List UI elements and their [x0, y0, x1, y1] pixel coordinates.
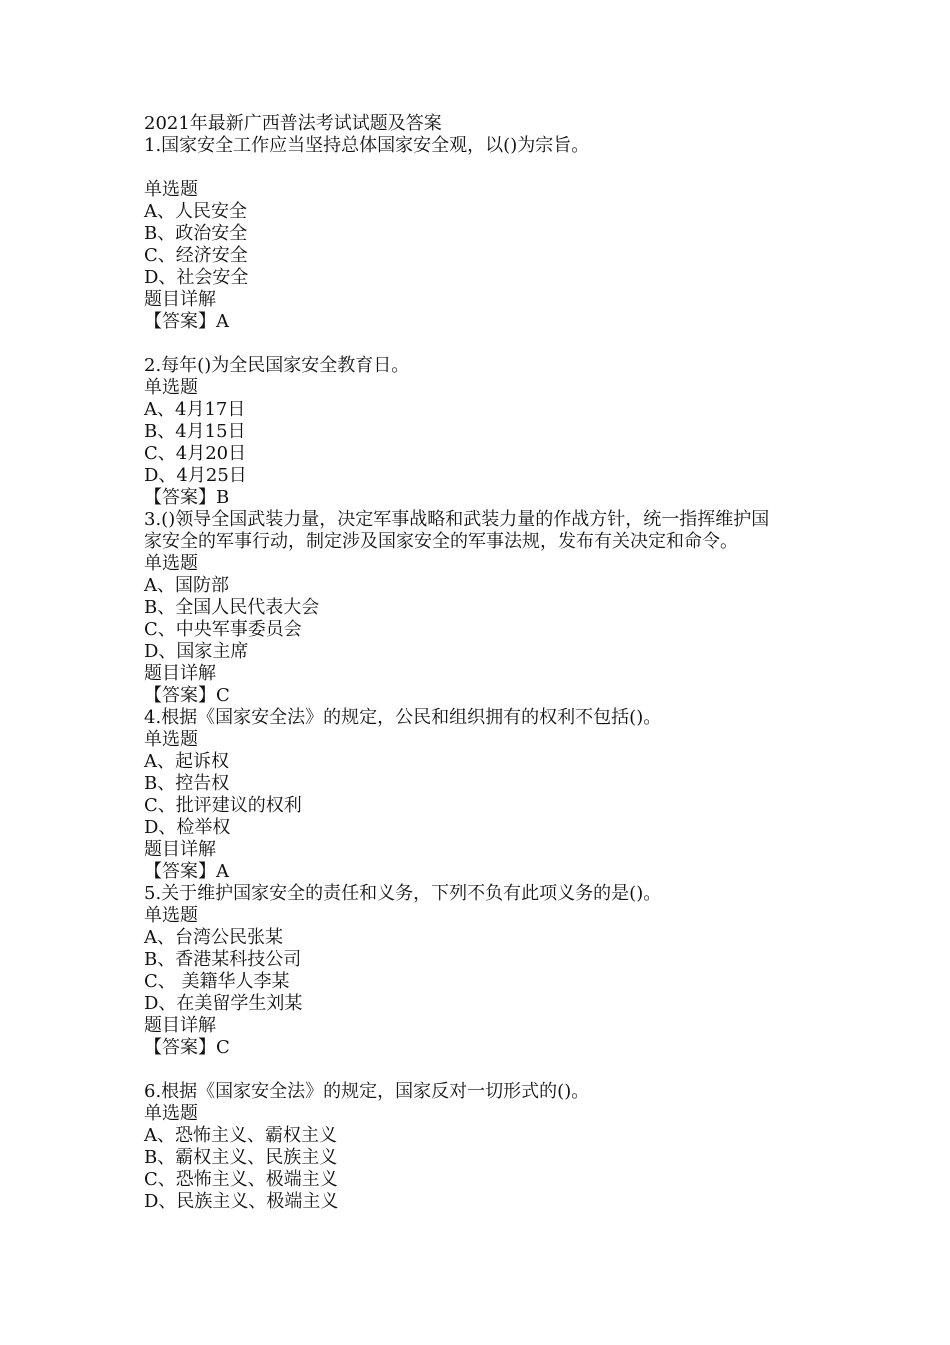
question-type: 单选题 — [144, 729, 198, 750]
question-type: 单选题 — [144, 179, 198, 200]
document-page — [144, 113, 824, 1213]
option-c: C、中央军事委员会 — [144, 619, 302, 640]
option-b: B、霸权主义、民族主义 — [144, 1147, 338, 1168]
spacer — [144, 157, 824, 179]
option-a: A、国防部 — [144, 575, 229, 596]
option-d: D、检举权 — [144, 817, 231, 838]
option-d: D、社会安全 — [144, 267, 249, 288]
option-b: B、控告权 — [144, 773, 230, 794]
question-type: 单选题 — [144, 377, 198, 398]
option-c: C、4月20日 — [144, 443, 247, 464]
question-1 — [144, 135, 824, 355]
option-d: D、民族主义、极端主义 — [144, 1191, 339, 1212]
question-4 — [144, 707, 824, 883]
option-a: A、台湾公民张某 — [144, 927, 283, 948]
spacer — [144, 333, 824, 355]
question-text: 5.关于维护国家安全的责任和义务，下列不负有此项义务的是()。 — [144, 883, 662, 904]
answer: 【答案】C — [144, 685, 230, 706]
question-detail: 题目详解 — [144, 289, 216, 310]
question-text: 2.每年()为全民国家安全教育日。 — [144, 355, 410, 376]
option-d: D、国家主席 — [144, 641, 249, 662]
question-2 — [144, 355, 824, 509]
option-c: C、批评建议的权利 — [144, 795, 302, 816]
question-text: 1.国家安全工作应当坚持总体国家安全观，以()为宗旨。 — [144, 135, 590, 156]
question-3 — [144, 509, 824, 707]
answer: 【答案】A — [144, 861, 229, 882]
question-type: 单选题 — [144, 553, 198, 574]
option-b: B、全国人民代表大会 — [144, 597, 320, 618]
answer: 【答案】A — [144, 311, 229, 332]
option-b: B、香港某科技公司 — [144, 949, 302, 970]
question-text-line-1: 3.()领导全国武装力量，决定军事战略和武装力量的作战方针，统一指挥维护国 — [144, 509, 770, 530]
option-a: A、4月17日 — [144, 399, 246, 420]
question-type: 单选题 — [144, 905, 198, 926]
question-6 — [144, 1081, 824, 1213]
option-a: A、起诉权 — [144, 751, 229, 772]
option-c: C、经济安全 — [144, 245, 248, 266]
question-text-line-2: 家安全的军事行动，制定涉及国家安全的军事法规，发布有关决定和命令。 — [144, 531, 738, 552]
option-d: D、4月25日 — [144, 465, 247, 486]
question-text: 6.根据《国家安全法》的规定，国家反对一切形式的()。 — [144, 1081, 590, 1102]
answer: 【答案】C — [144, 1037, 230, 1058]
question-detail: 题目详解 — [144, 1015, 216, 1036]
option-b: B、政治安全 — [144, 223, 248, 244]
option-a: A、恐怖主义、霸权主义 — [144, 1125, 337, 1146]
answer: 【答案】B — [144, 487, 230, 508]
question-5 — [144, 883, 824, 1081]
question-type: 单选题 — [144, 1103, 198, 1124]
question-text: 4.根据《国家安全法》的规定，公民和组织拥有的权利不包括()。 — [144, 707, 662, 728]
document-title: 2021年最新广西普法考试试题及答案 — [144, 113, 442, 134]
spacer — [144, 1059, 824, 1081]
option-a: A、人民安全 — [144, 201, 247, 222]
option-c: C、 美籍华人李某 — [144, 971, 290, 992]
option-c: C、恐怖主义、极端主义 — [144, 1169, 338, 1190]
question-detail: 题目详解 — [144, 839, 216, 860]
question-detail: 题目详解 — [144, 663, 216, 684]
option-b: B、4月15日 — [144, 421, 246, 442]
option-d: D、在美留学生刘某 — [144, 993, 303, 1014]
